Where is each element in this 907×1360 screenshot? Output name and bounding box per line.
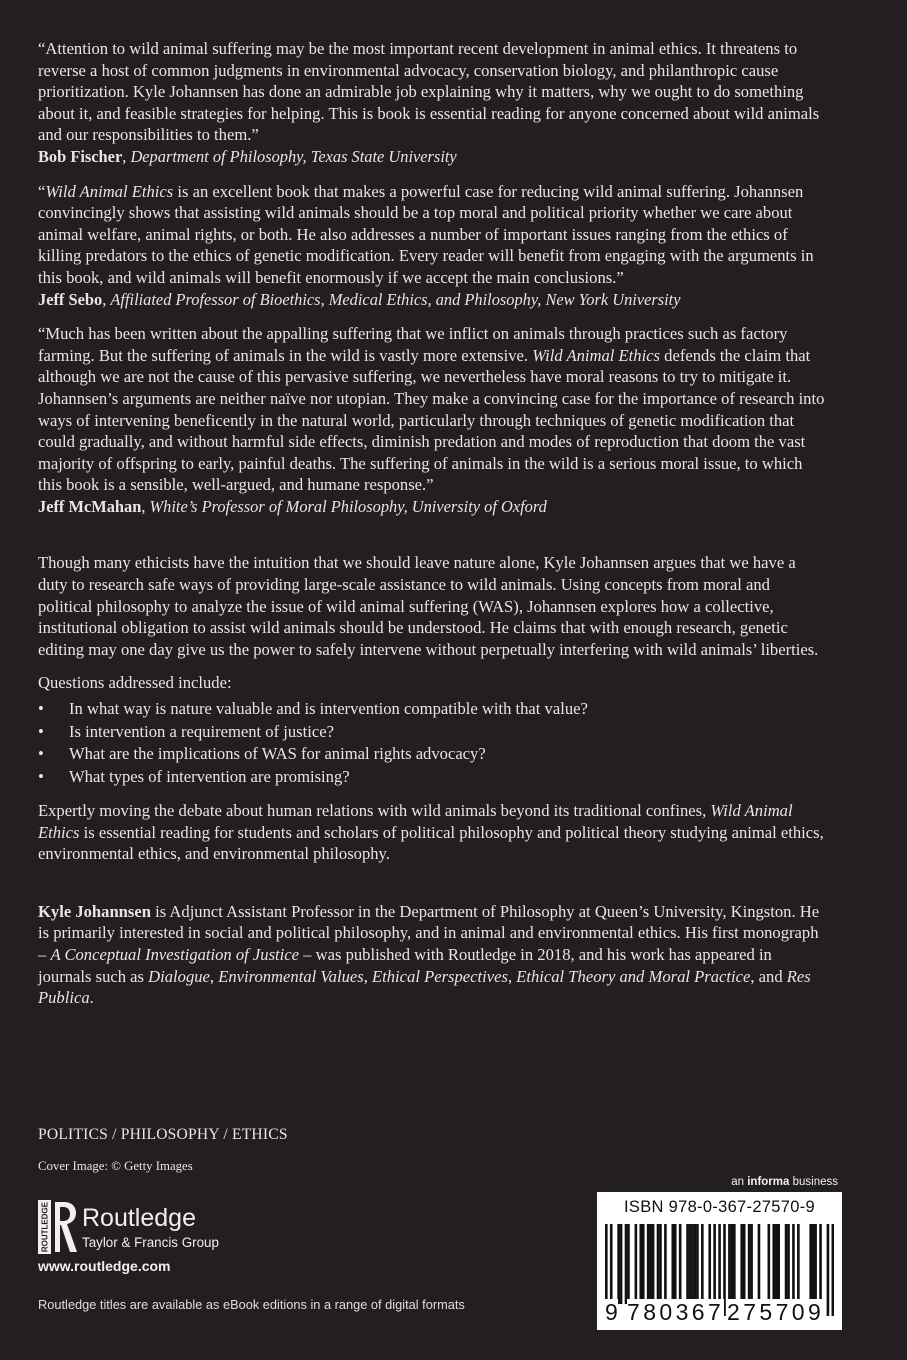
barcode-digit-lead: 9 (605, 1299, 618, 1325)
quote-text (38, 182, 814, 287)
barcode-bar (647, 1224, 650, 1304)
text-run: A Conceptual Investigation of Justice (50, 945, 300, 964)
question-item (38, 766, 828, 789)
quote-attribution: Jeff McMahan, White’s Professor of Moral Philosophy, University of Oxford (38, 496, 547, 516)
barcode-bar (659, 1224, 662, 1304)
question-text: What are the implications of WAS for animal rights advocacy? (69, 744, 486, 764)
publisher-website[interactable]: www.routledge.com (38, 1258, 171, 1274)
barcode-bar (809, 1224, 812, 1304)
question-item (38, 721, 828, 744)
bullet-icon: • (38, 721, 44, 741)
quote-text (38, 39, 819, 144)
text-run: Wild Animal Ethics (38, 801, 793, 842)
barcode-bar (768, 1224, 771, 1304)
barcode-bar (792, 1224, 795, 1304)
informa-suffix: business (789, 1176, 838, 1188)
text-run: defends the claim that although we are not the cause of this pervasive suffering, we nevertheless have moral reasons to try to mitigate it. Johannsen’s arguments are neither naïve nor utopian. They make a convincing case for the importance of research into ways of intervening beneficently in the natural world, particularly through techniques of genetic modification that could gradually, and without harmful side effects, diminish predation and modes of reproduction that doom the vast majority of offspring to early, painful deaths. The suffering of animals in the wild is a serious moral issue, to which this book is a sensible, well-argued, and humane response.” (38, 345, 825, 495)
quote-attribution: Bob Fischer, Department of Philosophy, Texas State University (38, 146, 457, 166)
text-run: Kyle Johannsen (38, 901, 151, 921)
ebook-note: Routledge titles are available as eBook editions in a range of digital formats (38, 1297, 465, 1312)
quote-attribution: Jeff Sebo, Affiliated Professor of Bioethics, Medical Ethics, and Philosophy, New York University (38, 289, 681, 309)
text-run: Wild Animal Ethics (532, 345, 661, 365)
text-run: Res Publica (38, 966, 811, 1008)
cover-credit: Cover Image: © Getty Images (38, 1159, 193, 1173)
endorsement-quote (38, 323, 828, 517)
barcode-bar (686, 1224, 689, 1304)
subject-categories: POLITICS / PHILOSOPHY / ETHICS (38, 1126, 288, 1143)
endorsement-quote (38, 181, 828, 311)
barcode-digits-group1: 780367 (627, 1299, 725, 1325)
isbn-label: ISBN 978-0-367-27570-9 (624, 1198, 815, 1216)
publisher-group: Taylor & Francis Group (82, 1235, 219, 1250)
barcode-bar (649, 1224, 652, 1304)
barcode-bar (819, 1224, 822, 1304)
bullet-icon: • (38, 699, 44, 719)
barcode-bar (701, 1224, 704, 1304)
logo-vertical-text: ROUTLEDGE (40, 1201, 50, 1253)
barcode-bar (674, 1224, 677, 1304)
barcode-bar (635, 1224, 638, 1304)
barcode-bar (733, 1224, 736, 1304)
text-run: is an excellent book that makes a powerful case for reducing wild animal suffering. Johannsen convincingly shows that assisting wild animals should be a top moral and political priority whether we care about animal welfare, animal rights, or both. He also addresses a number of important issues ranging from the ethics of killing predators to the ethics of genetic modification. Every reader will benefit from engaging with the arguments in this book, and wild animals will benefit enormously if we accept the main conclusions.” (38, 181, 814, 287)
barcode-bar (758, 1224, 761, 1304)
text-run: Dialogue (148, 966, 210, 986)
question-text: In what way is nature valuable and is intervention compatible with that value? (69, 699, 588, 719)
barcode-bar (743, 1224, 746, 1304)
informa-bold: informa (747, 1176, 790, 1188)
barcode-bar (664, 1224, 667, 1304)
barcode-bar (740, 1224, 743, 1304)
quote-affiliation: Department of Philosophy, Texas State University (130, 146, 457, 166)
barcode-bar (657, 1224, 660, 1304)
barcode-bar (785, 1224, 788, 1304)
barcode-bar (679, 1224, 682, 1304)
barcode-bar (671, 1224, 674, 1304)
logo-r-letterform (55, 1202, 77, 1252)
barcode-bar (627, 1224, 630, 1304)
barcode-bar (728, 1224, 731, 1304)
quote-author: Jeff Sebo (38, 289, 103, 309)
quote-affiliation: Affiliated Professor of Bioethics, Medical Ethics, and Philosophy, New York University (110, 289, 681, 309)
text-run: Ethical Perspectives (372, 966, 508, 986)
informa-business (731, 1176, 838, 1188)
text-run: , (363, 966, 372, 986)
quote-affiliation: White’s Professor of Moral Philosophy, University of Oxford (149, 496, 547, 516)
bullet-icon: • (38, 766, 44, 786)
barcode-bar (625, 1224, 628, 1304)
barcode-bar (787, 1224, 790, 1304)
barcode-bar (731, 1224, 734, 1304)
barcode-bar (814, 1224, 817, 1304)
question-text: Is intervention a requirement of justice? (69, 721, 334, 741)
text-run: “ (38, 181, 46, 201)
text-run: “Attention to wild animal suffering may be the most important recent development in animal ethics. It threatens to reverse a host of common judgments in environmental advocacy, conservation biology, and philanthropic cause prioritization. Kyle Johannsen has done an admirable job explaining why it matters, why we ought to do something about it, and feasible strategies for helping. This is book is essential reading for anyone concerned about wild animals and our responsibilities to them.” (38, 39, 820, 145)
barcode-bar (617, 1224, 620, 1304)
text-run: Wild Animal Ethics (45, 181, 174, 201)
questions-heading: Questions addressed include: (38, 673, 232, 693)
barcode-bar (708, 1224, 711, 1304)
back-cover-text (38, 38, 828, 1009)
questions-list (38, 698, 828, 788)
bullet-icon: • (38, 744, 44, 764)
routledge-logo (38, 1200, 228, 1256)
text-run: , (209, 966, 219, 986)
quote-text (38, 324, 824, 494)
publisher-name: Routledge (82, 1204, 196, 1232)
barcode-bar (642, 1224, 645, 1304)
quote-author: Jeff McMahan (38, 496, 142, 516)
barcode-bar (652, 1224, 655, 1304)
barcode-bar (748, 1224, 751, 1304)
barcode-bar (694, 1224, 697, 1304)
barcode-bar (797, 1224, 800, 1304)
text-run: Environmental Values (218, 966, 364, 986)
text-run: is Adjunct Assistant Professor in the Department of Philosophy at Queen’s University, Kingston. He is primarily interested in social and political philosophy, and in animal and environmental ethics. His first monograph – (38, 901, 820, 964)
text-run: , and (750, 966, 787, 986)
question-text: What types of intervention are promising? (69, 766, 350, 786)
barcode-bar (713, 1224, 716, 1304)
text-run: . (89, 988, 94, 1008)
barcode-bar (691, 1224, 694, 1304)
endorsement-quote (38, 38, 828, 168)
barcode-bar (639, 1224, 642, 1304)
book-description: Though many ethicists have the intuition that we should leave nature alone, Kyle Johannsen argues that we have a duty to research safe ways of providing large-scale assistance to wild animals. Using concepts from moral and political philosophy to analyze the issue of wild animal suffering (WAS), Johannsen explores how a collective, institutional obligation to assist wild animals should be understood. He claims that with enough research, genetic editing may one day give us the power to safely intervene without perpetually interfering with wild animals’ liberties. (38, 553, 819, 659)
text-run: Ethical Theory and Moral Practice (516, 966, 751, 986)
quote-author: Bob Fischer (38, 146, 123, 166)
text-run: “Much has been written about the appalling suffering that we inflict on animals through practices such as factory farming. But the suffering of animals in the wild is vastly more extensive. (38, 324, 788, 365)
barcode-digits-group2: 275709 (727, 1299, 825, 1325)
barcode-bar (832, 1224, 834, 1316)
barcode-bar (620, 1224, 623, 1304)
text-run: , (507, 966, 517, 986)
closing-paragraph (38, 800, 828, 865)
isbn-barcode (597, 1192, 842, 1330)
barcode-bar (775, 1224, 778, 1304)
barcode-bar (689, 1224, 692, 1304)
text-run: – was published with Routledge in 2018, and his work has appeared in journals such as (38, 945, 772, 986)
barcode-bar (696, 1224, 699, 1304)
barcode-bar (777, 1224, 780, 1304)
routledge-r-icon (38, 1200, 78, 1254)
text-run: is essential reading for students and scholars of political philosophy and political theory studying animal ethics, environmental ethics, and environmental philosophy. (38, 822, 824, 864)
question-item (38, 698, 828, 721)
question-item (38, 743, 828, 766)
author-bio (38, 901, 828, 1009)
barcode-bar (812, 1224, 815, 1304)
barcode-bar (772, 1224, 775, 1304)
endorsements (38, 38, 828, 517)
text-run: Expertly moving the debate about human relations with wild animals beyond its traditional confines, (38, 801, 711, 821)
barcode-bar (750, 1224, 753, 1304)
informa-prefix: an (731, 1176, 748, 1188)
barcode-bar (827, 1224, 830, 1316)
